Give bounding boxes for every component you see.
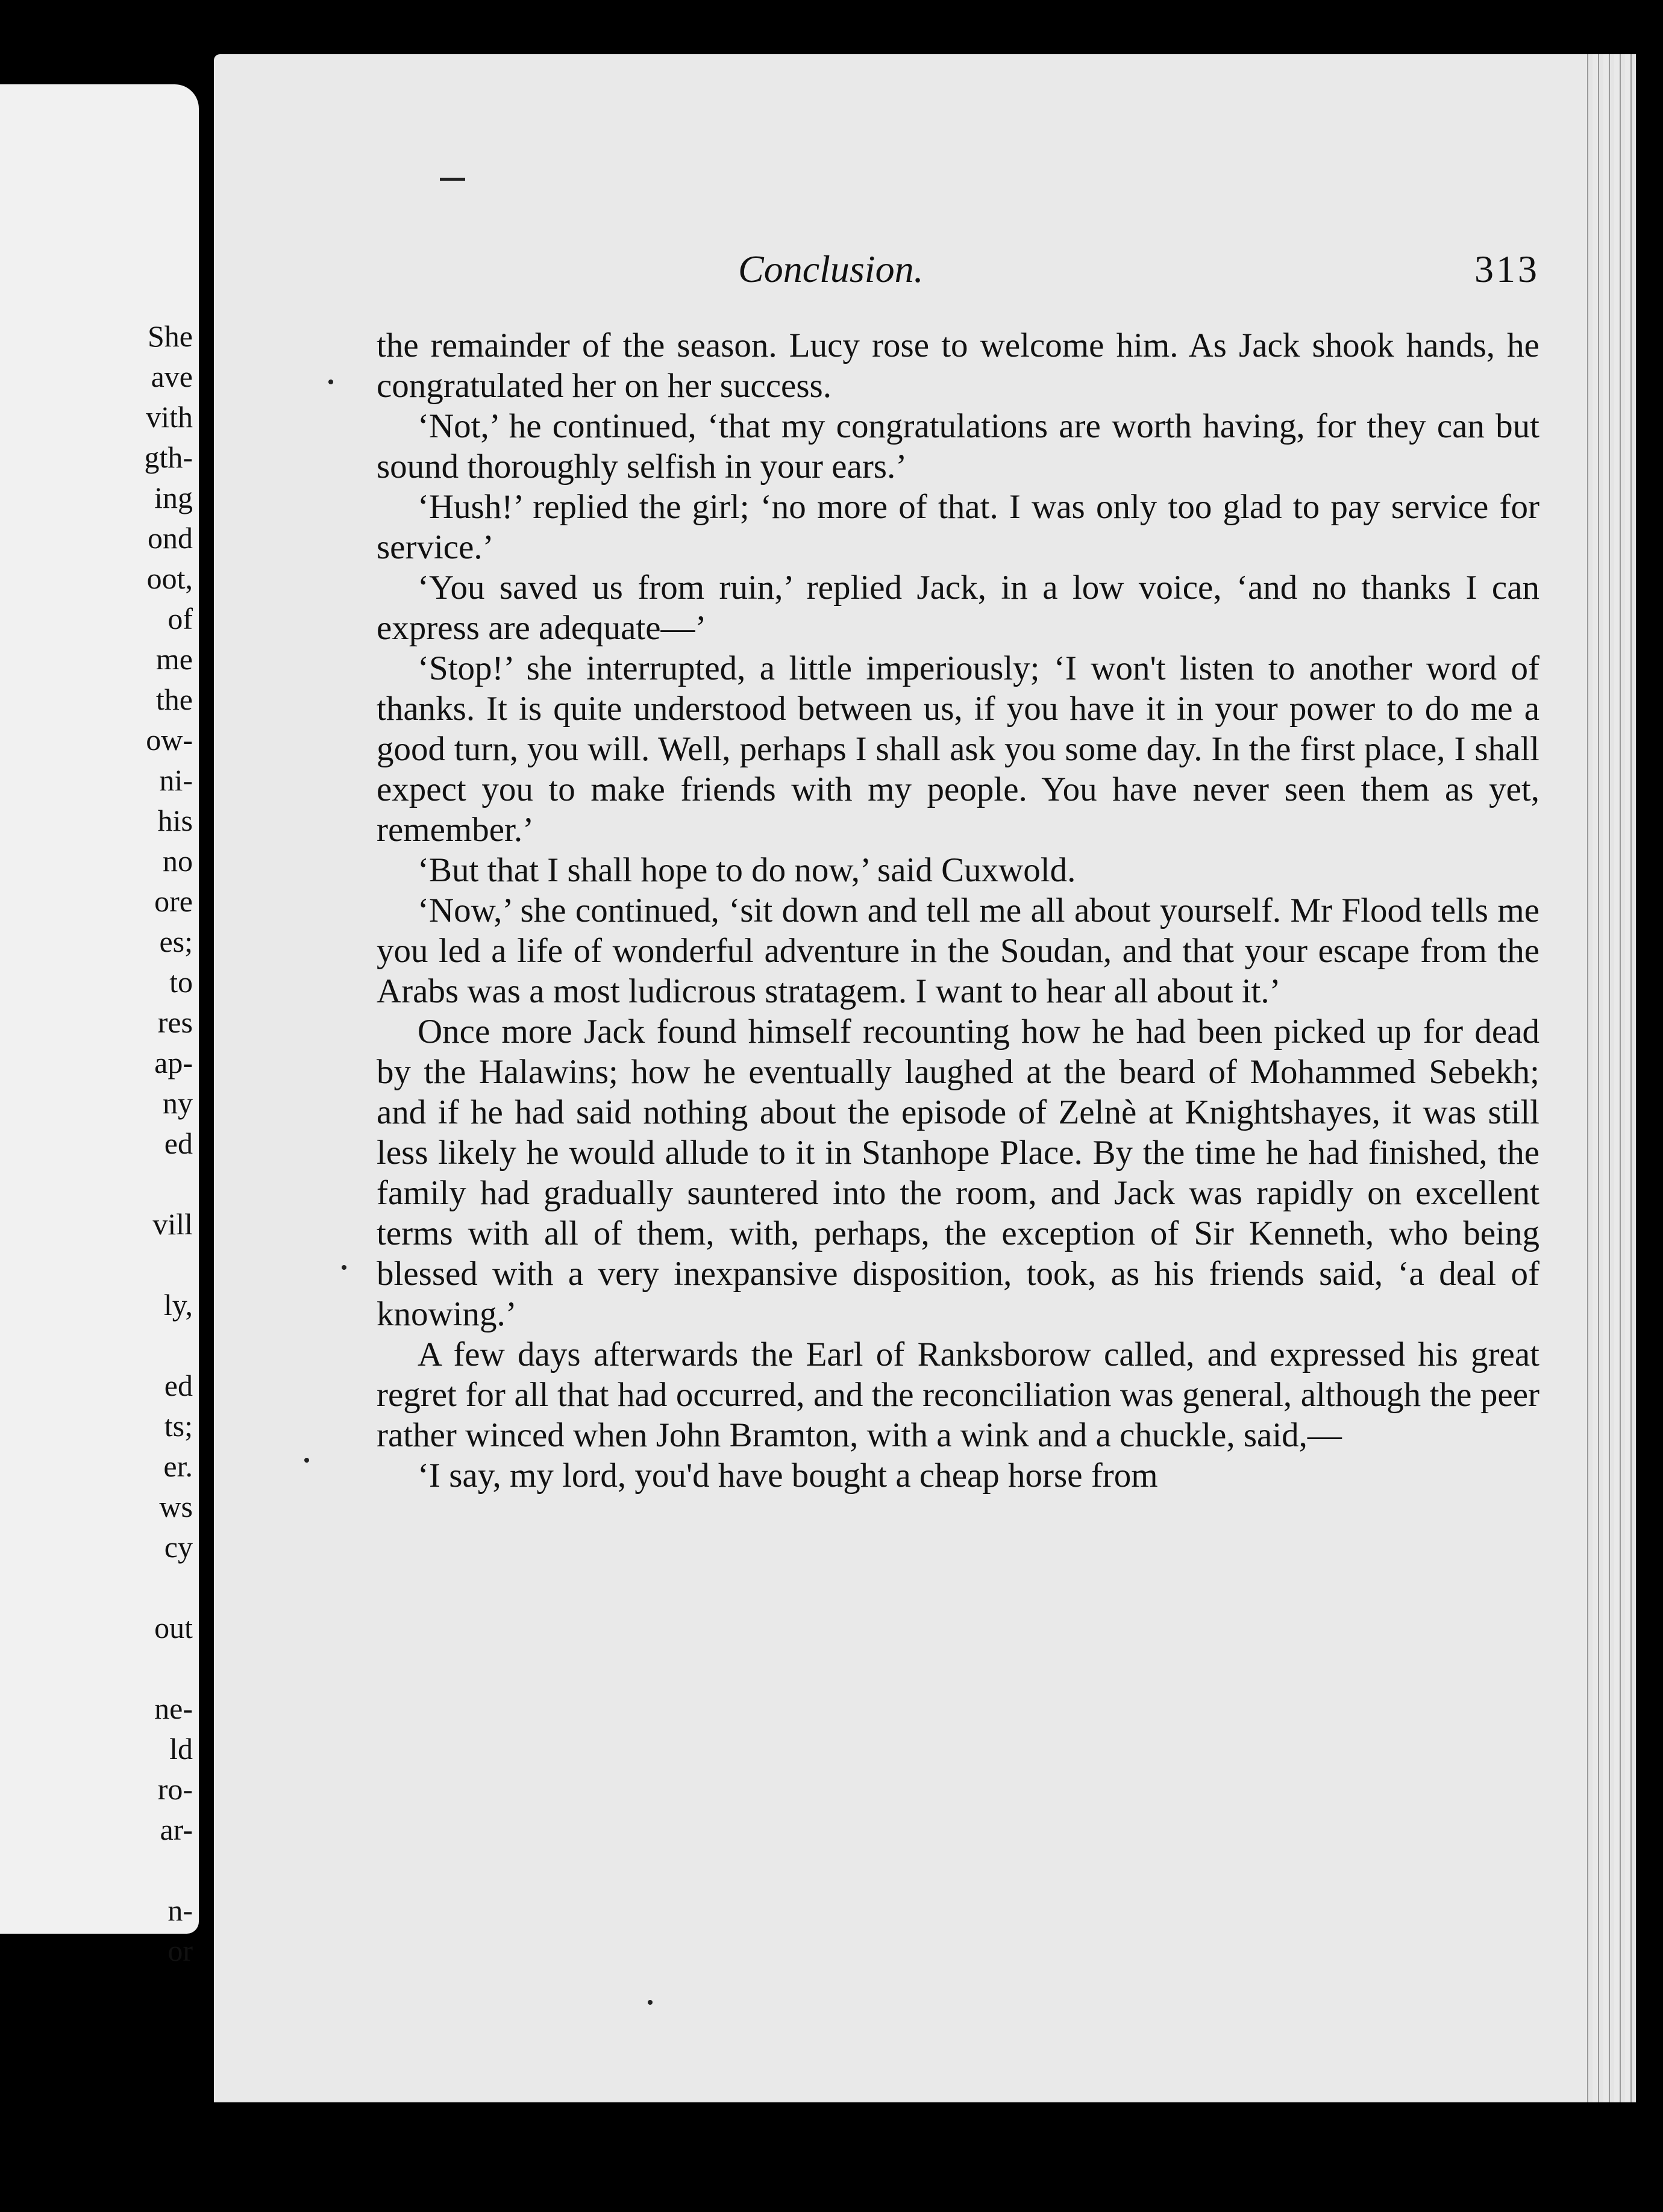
facing-page-fragment: out — [154, 1611, 193, 1645]
paragraph: A few days afterwards the Earl of Ranksborow called, and expressed his great regret for all that had occurred, and the reconciliation was general, although the peer rather winced when John Bramton, with a wink and a chuckle, said,— — [377, 1336, 1539, 1454]
paragraph: ‘Now,’ she continued, ‘sit down and tell me all about yourself. Mr Flood tells me you led a life of wonderful adventure in the Soudan, and that your escape from the Arabs was a most ludicrous stratagem. I want to hear all about it.’ — [377, 892, 1539, 1010]
facing-page-fragment: ly, — [163, 1288, 193, 1322]
facing-page-fragment: oot, — [146, 561, 193, 595]
facing-page-fragment: ar- — [160, 1813, 193, 1846]
facing-page-fragment: gth- — [144, 440, 193, 474]
facing-page-fragment: the — [155, 683, 193, 716]
facing-page-fragment: ore — [154, 884, 193, 918]
facing-page-fragment: res — [157, 1005, 193, 1039]
facing-page-fragment: ave — [151, 360, 193, 393]
facing-page-fragment: no — [163, 844, 193, 878]
facing-page-fragment: ap- — [154, 1046, 193, 1079]
facing-page-fragment — [144, 1164, 193, 1204]
paragraph: ‘You saved us from ruin,’ replied Jack, in a low voice, ‘and no thanks I can express are adequate—’ — [377, 569, 1539, 647]
paragraph: Once more Jack found himself recounting how he had been picked up for dead by the Halawins; how he eventually laughed at the beard of Mohammed Sebekh; and if he had said nothing about the episode of Zelnè at Knightshayes, it was still less likely he would allude to it in Stanhope Place. By the time he had finished, the family had gradually sauntered into the room, and Jack was rapidly on excellent terms with all of them, with, perhaps, the exception of Sir Kenneth, who being blessed with a very inexpansive disposition, took, as his friends said, ‘a deal of knowing.’ — [377, 1013, 1539, 1333]
facing-page-fragment: ro- — [157, 1772, 193, 1806]
running-title: Conclusion. — [738, 248, 924, 290]
paragraph: ‘I say, my lord, you'd have bought a cheap horse from — [418, 1457, 1158, 1495]
facing-page-fragment: ny — [163, 1086, 193, 1120]
facing-page-fragment: me — [155, 642, 193, 676]
facing-page-fragment: to — [169, 965, 193, 999]
paragraph: ‘Hush!’ replied the girl; ‘no more of that. I was only too glad to pay service for service.’ — [377, 488, 1539, 566]
facing-page-fragment: ed — [164, 1369, 193, 1402]
facing-page-fragment: ing — [154, 481, 193, 514]
page-number: 313 — [1474, 248, 1539, 290]
paragraph: ‘But that I shall hope to do now,’ said Cuxwold. — [418, 851, 1076, 889]
facing-page-fragment — [144, 1850, 193, 1890]
book-page — [214, 54, 1636, 2102]
page-edge — [1582, 54, 1636, 2102]
print-speck — [648, 2000, 653, 2005]
facing-page-fragment: er. — [163, 1449, 193, 1483]
print-speck — [304, 1458, 309, 1463]
facing-page-fragment: ed — [164, 1126, 193, 1160]
paragraph: the remainder of the season. Lucy rose to welcome him. As Jack shook hands, he congratulated her on her success. — [377, 326, 1539, 405]
facing-page-fragment: his — [157, 804, 193, 837]
facing-page-fragment: ts; — [164, 1409, 193, 1443]
facing-page-fragment: ni- — [159, 763, 193, 797]
facing-page-fragment: es; — [159, 925, 193, 958]
facing-page-fragment: ld — [169, 1732, 193, 1766]
running-head — [377, 247, 1539, 301]
facing-page-fragment — [144, 1325, 193, 1366]
facing-page-fragment: n- — [168, 1893, 193, 1927]
body-text — [377, 325, 1539, 1496]
facing-page-fragment: ow- — [146, 723, 193, 757]
facing-page-fragment: or — [168, 1934, 193, 1967]
facing-page-fragment: ne- — [154, 1692, 193, 1725]
paragraph: ‘Stop!’ she interrupted, a little imperiously; ‘I won't listen to another word of thanks. It is quite understood between us, if you have it in your power to do me a good turn, you will. Well, perhaps I shall ask you some day. In the first place, I shall expect you to make friends with my people. You have never seen them as yet, remember.’ — [377, 649, 1539, 849]
facing-page-fragment — [144, 1245, 193, 1285]
facing-page-fragment: vith — [146, 400, 193, 434]
facing-page-fragment: ond — [148, 521, 193, 555]
facing-page-fragment: ws — [159, 1490, 193, 1523]
facing-page — [0, 84, 199, 1967]
facing-page-text — [144, 316, 193, 1971]
print-speck — [342, 1265, 346, 1270]
facing-page-fragment: vill — [152, 1207, 193, 1241]
facing-page-fragment: She — [148, 319, 193, 353]
facing-page-fragment — [144, 1648, 193, 1689]
page-rule — [440, 178, 465, 181]
print-speck — [328, 380, 333, 384]
facing-page-fragment — [144, 1567, 193, 1608]
paragraph: ‘Not,’ he continued, ‘that my congratulations are worth having, for they can but sound thoroughly selfish in your ears.’ — [377, 407, 1539, 486]
facing-page-fragment: cy — [164, 1530, 193, 1564]
facing-page-fragment: of — [168, 602, 193, 636]
